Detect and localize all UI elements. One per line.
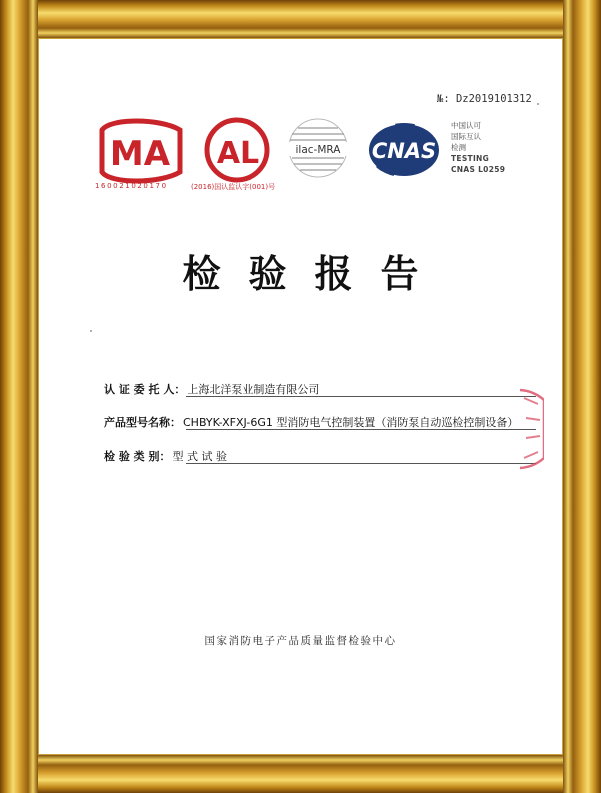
frame-bottom [0, 755, 601, 793]
cnas-caption [451, 120, 505, 175]
report-title: 检验报告 [182, 252, 447, 296]
cnas-logo-icon [368, 123, 440, 177]
cma-logo-text: MA [109, 134, 171, 174]
cal-logo-text: AL [216, 136, 260, 171]
cma-logo-icon [102, 121, 180, 181]
cma-code: 160021020170 [95, 182, 168, 190]
field-value: CHBYK-XFXJ-6G1 型消防电气控制装置（消防泵自动巡检控制设备） [183, 416, 519, 429]
cnas-line: CNAS L0259 [451, 165, 506, 174]
field-label: 产品型号名称： [104, 416, 181, 429]
issuing-organization: 国家消防电子产品质量监督检验中心 [204, 635, 397, 647]
ilac-mra-logo-icon [288, 119, 348, 177]
ilac-logo-text: ilac-MRA [295, 144, 341, 156]
report-number: №: Dz2019101312 [437, 93, 532, 105]
cal-logo-icon [207, 120, 267, 180]
underline [186, 463, 536, 464]
field-value: 型 式 试 验 [172, 450, 227, 463]
cnas-logo-text: CNAS [371, 139, 437, 163]
speck [90, 330, 92, 332]
cnas-line: 检测 [451, 143, 466, 152]
seal-stamp-icon [520, 388, 544, 470]
field-label: 检 验 类 别： [104, 450, 171, 463]
cal-caption: (2016)国认监认字(001)号 [191, 183, 276, 191]
cnas-line: 国际互认 [451, 132, 481, 141]
cnas-line: 中国认可 [451, 121, 481, 130]
speck [537, 103, 539, 105]
field-value: 上海北洋泵业制造有限公司 [187, 383, 320, 396]
field-label: 认 证 委 托 人： [104, 383, 186, 396]
cnas-line: TESTING [451, 154, 490, 163]
underline [186, 396, 536, 397]
certification-logos [0, 0, 601, 200]
underline [186, 429, 536, 430]
